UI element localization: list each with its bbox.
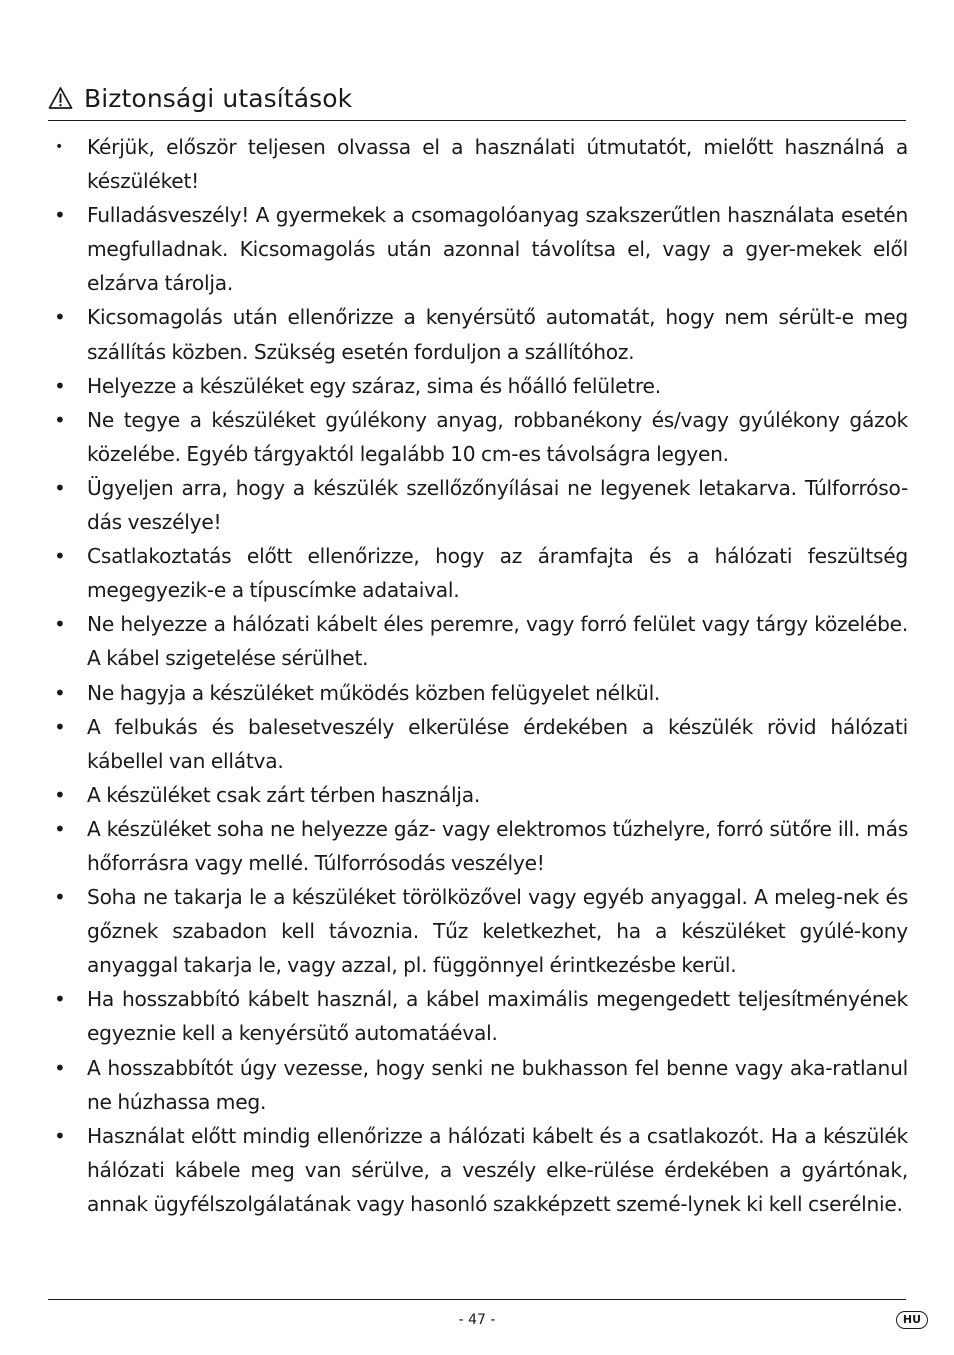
list-item [48, 607, 908, 675]
list-item-text: Ha hosszabbító kábelt használ, a kábel maximális megengedett teljesítményének egyeznie kell a kenyérsütő automatáéval. [87, 987, 908, 1046]
list-item-text: Ne hagyja a készüléket működés közben felügyelet nélkül. [87, 680, 661, 705]
bullet-icon: • [54, 203, 66, 228]
list-item [48, 130, 908, 198]
list-item-text: Használat előtt mindig ellenőrizze a hálózati kábelt és a csatlakozót. Ha a készülék hálózati kábele meg van sérülve, a veszély elke-rülése érdekében a gyártónak, annak ügyfélszolgálatának vagy hasonló szakképzett szemé-lynek ki kell cserélnie. [87, 1123, 908, 1216]
list-item-text: Soha ne takarja le a készüléket törölközővel vagy egyéb anyaggal. A meleg-nek és gőznek szabadon kell távoznia. Tűz keletkezhet, ha a készüléket gyúlé-kony anyaggal takarja le, vagy azzal, pl. függönnyel érintkezésbe kerül. [87, 885, 908, 978]
list-item [48, 1051, 908, 1119]
list-item-text: Csatlakoztatás előtt ellenőrizze, hogy az áramfajta és a hálózati feszültség megegyezik-e a típuscímke adataival. [87, 544, 908, 603]
bullet-icon: • [54, 816, 66, 841]
list-item-text: Kérjük, először teljesen olvassa el a használati útmutatót, mielőtt használná a készüléket! [87, 135, 908, 194]
list-item [48, 198, 908, 300]
section-title: Biztonsági utasítások [84, 84, 353, 113]
bullet-icon: • [54, 305, 66, 330]
bullet-icon: • [54, 1123, 66, 1148]
list-item [48, 1119, 908, 1221]
bullet-icon: • [54, 373, 66, 398]
footer-divider [48, 1299, 906, 1300]
bullet-icon: • [54, 544, 66, 569]
bullet-icon: • [54, 987, 66, 1012]
list-item-text: Fulladásveszély! A gyermekek a csomagolóanyag szakszerűtlen használata esetén megfulladnak. Kicsomagolás után azonnal távolítsa el, vagy a gyer-mekek elől elzárva tárolja. [87, 203, 908, 296]
bullet-icon: • [54, 885, 66, 910]
bullet-icon: • [54, 407, 66, 432]
list-item-text: A készüléket soha ne helyezze gáz- vagy elektromos tűzhelyre, forró sütőre ill. más hőforrásra vagy mellé. Túlforrósodás veszélye! [87, 816, 908, 875]
bullet-icon: • [54, 782, 66, 807]
list-item [48, 676, 908, 710]
list-item [48, 403, 908, 471]
bullet-icon: • [55, 139, 64, 155]
page-number: - 47 - [458, 1312, 496, 1328]
list-item [48, 369, 908, 403]
list-item [48, 982, 908, 1050]
list-item [48, 812, 908, 880]
list-item [48, 778, 908, 812]
bullet-icon: • [54, 714, 66, 739]
list-item [48, 710, 908, 778]
list-item-text: A készüléket csak zárt térben használja. [87, 782, 481, 807]
list-item [48, 539, 908, 607]
bullet-icon: • [54, 475, 66, 500]
list-item [48, 300, 908, 368]
bullet-icon: • [54, 680, 66, 705]
list-item-text: Ügyeljen arra, hogy a készülék szellőzőnyílásai ne legyenek letakarva. Túlforróso-dás veszélye! [87, 475, 908, 535]
list-item-text: A hosszabbítót úgy vezesse, hogy senki ne bukhasson fel benne vagy aka-ratlanul ne húzhassa meg. [87, 1055, 908, 1114]
bullet-icon: • [54, 1055, 66, 1080]
warning-triangle-icon [48, 86, 73, 110]
bullet-icon: • [54, 612, 66, 637]
list-item-text: Ne helyezze a hálózati kábelt éles peremre, vagy forró felület vagy tárgy közelébe. A kábel szigetelése sérülhet. [87, 612, 908, 671]
list-item [48, 471, 908, 539]
safety-instructions-list [48, 130, 908, 1221]
list-item-text: Kicsomagolás után ellenőrizze a kenyérsütő automatát, hogy nem sérült-e meg szállítás közben. Szükség esetén forduljon a szállítóhoz. [87, 305, 908, 364]
language-badge: HU [896, 1311, 928, 1329]
list-item-text: Ne tegye a készüléket gyúlékony anyag, robbanékony és/vagy gyúlékony gázok közelébe. Egyéb tárgyaktól legalább 10 cm-es távolságra legyen. [87, 407, 908, 466]
list-item [48, 880, 908, 982]
section-heading [48, 80, 906, 121]
list-item-text: A felbukás és balesetveszély elkerülése érdekében a készülék rövid hálózati kábellel van ellátva. [87, 714, 908, 773]
list-item-text: Helyezze a készüléket egy száraz, sima és hőálló felületre. [87, 373, 661, 398]
